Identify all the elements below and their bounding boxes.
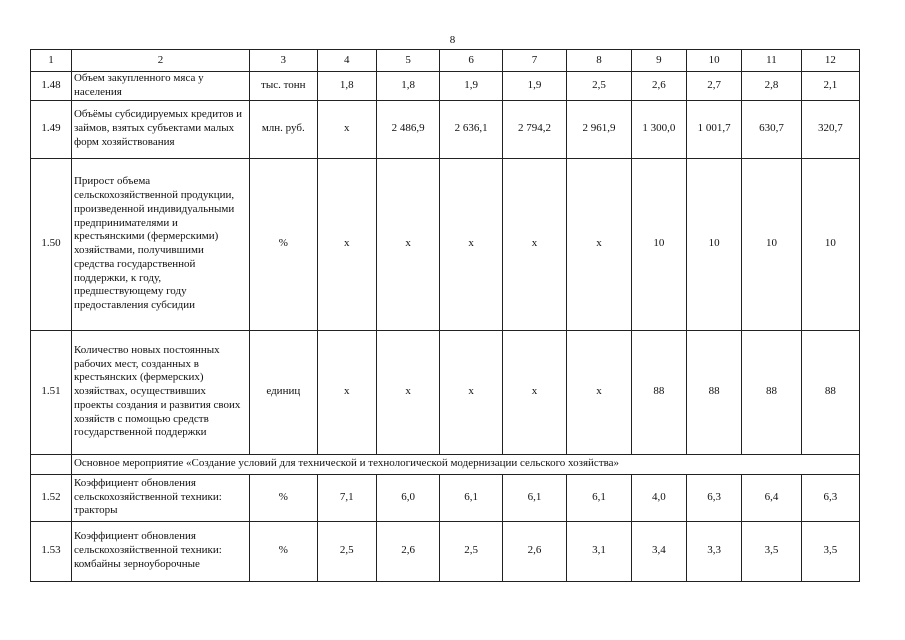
header-cell: 12	[801, 50, 859, 72]
row-number: 1.51	[31, 330, 72, 454]
table-row	[31, 474, 860, 521]
unit-cell: млн. руб.	[250, 100, 318, 158]
value-cell: 10	[742, 158, 801, 330]
value-cell: 10	[801, 158, 859, 330]
value-cell: 6,1	[567, 474, 631, 521]
header-cell: 9	[631, 50, 686, 72]
row-number: 1.49	[31, 100, 72, 158]
value-cell: x	[317, 100, 376, 158]
value-cell: 88	[742, 330, 801, 454]
value-cell: 320,7	[801, 100, 859, 158]
value-cell: 2,6	[376, 521, 439, 581]
section-title: Основное мероприятие «Создание условий для технической и технологической модернизации сельского хозяйства»	[71, 454, 859, 474]
section-row	[31, 454, 860, 474]
header-cell: 11	[742, 50, 801, 72]
section-number-cell	[31, 454, 72, 474]
value-cell: 2,5	[317, 521, 376, 581]
value-cell: 630,7	[742, 100, 801, 158]
header-cell: 10	[687, 50, 742, 72]
value-cell: 88	[631, 330, 686, 454]
indicator-name: Объем закупленного мяса у населения	[71, 72, 249, 101]
value-cell: 10	[687, 158, 742, 330]
unit-cell: %	[250, 521, 318, 581]
value-cell: 6,4	[742, 474, 801, 521]
indicator-name: Количество новых постоянных рабочих мест, созданных в крестьянских (фермерских) хозяйствах, осуществивших проекты создания и развития своих хозяйств с помощью средств государственной поддержки	[71, 330, 249, 454]
value-cell: 3,4	[631, 521, 686, 581]
value-cell: 2 486,9	[376, 100, 439, 158]
header-row	[31, 50, 860, 72]
table-row	[31, 72, 860, 101]
header-cell: 6	[440, 50, 502, 72]
value-cell: 2,1	[801, 72, 859, 101]
header-cell: 2	[71, 50, 249, 72]
value-cell: 1 001,7	[687, 100, 742, 158]
row-number: 1.53	[31, 521, 72, 581]
unit-cell: единиц	[250, 330, 318, 454]
row-number: 1.48	[31, 72, 72, 101]
indicator-name: Коэффициент обновления сельскохозяйственной техники: тракторы	[71, 474, 249, 521]
table-row	[31, 158, 860, 330]
value-cell: x	[317, 158, 376, 330]
value-cell: x	[317, 330, 376, 454]
value-cell: 2,5	[440, 521, 502, 581]
value-cell: 2,5	[567, 72, 631, 101]
value-cell: 2,8	[742, 72, 801, 101]
value-cell: x	[567, 330, 631, 454]
value-cell: 2,6	[502, 521, 566, 581]
value-cell: 88	[687, 330, 742, 454]
header-cell: 8	[567, 50, 631, 72]
value-cell: 2,6	[631, 72, 686, 101]
value-cell: x	[376, 158, 439, 330]
table-row	[31, 100, 860, 158]
value-cell: 2,7	[687, 72, 742, 101]
value-cell: x	[502, 158, 566, 330]
row-number: 1.50	[31, 158, 72, 330]
header-cell: 5	[376, 50, 439, 72]
indicator-name: Коэффициент обновления сельскохозяйственной техники: комбайны зерноуборочные	[71, 521, 249, 581]
value-cell: x	[376, 330, 439, 454]
header-cell: 4	[317, 50, 376, 72]
value-cell: 6,1	[440, 474, 502, 521]
header-cell: 7	[502, 50, 566, 72]
value-cell: x	[440, 158, 502, 330]
value-cell: 6,3	[687, 474, 742, 521]
value-cell: 88	[801, 330, 859, 454]
value-cell: 10	[631, 158, 686, 330]
value-cell: 3,5	[801, 521, 859, 581]
header-cell: 3	[250, 50, 318, 72]
value-cell: x	[502, 330, 566, 454]
indicator-name: Прирост объема сельскохозяйственной продукции, произведенной индивидуальными предпринимателями и крестьянскими (фермерскими) хозяйствами, получившими средства государственной поддержки, к году, предшествующему году предоставления субсидии	[71, 158, 249, 330]
table-row	[31, 330, 860, 454]
unit-cell: %	[250, 474, 318, 521]
header-cell: 1	[31, 50, 72, 72]
value-cell: 3,3	[687, 521, 742, 581]
unit-cell: %	[250, 158, 318, 330]
value-cell: 2 794,2	[502, 100, 566, 158]
value-cell: 1,8	[376, 72, 439, 101]
value-cell: 6,1	[502, 474, 566, 521]
value-cell: 3,5	[742, 521, 801, 581]
value-cell: 2 961,9	[567, 100, 631, 158]
indicator-name: Объёмы субсидируемых кредитов и займов, взятых субъектами малых форм хозяйствования	[71, 100, 249, 158]
value-cell: 2 636,1	[440, 100, 502, 158]
value-cell: 6,0	[376, 474, 439, 521]
value-cell: 1 300,0	[631, 100, 686, 158]
value-cell: 6,3	[801, 474, 859, 521]
value-cell: x	[440, 330, 502, 454]
value-cell: 1,9	[440, 72, 502, 101]
value-cell: 7,1	[317, 474, 376, 521]
indicators-table	[30, 49, 860, 582]
value-cell: 1,9	[502, 72, 566, 101]
page-number: 8	[449, 34, 456, 46]
value-cell: 1,8	[317, 72, 376, 101]
table-row	[31, 521, 860, 581]
row-number: 1.52	[31, 474, 72, 521]
unit-cell: тыс. тонн	[250, 72, 318, 101]
value-cell: x	[567, 158, 631, 330]
value-cell: 4,0	[631, 474, 686, 521]
value-cell: 3,1	[567, 521, 631, 581]
